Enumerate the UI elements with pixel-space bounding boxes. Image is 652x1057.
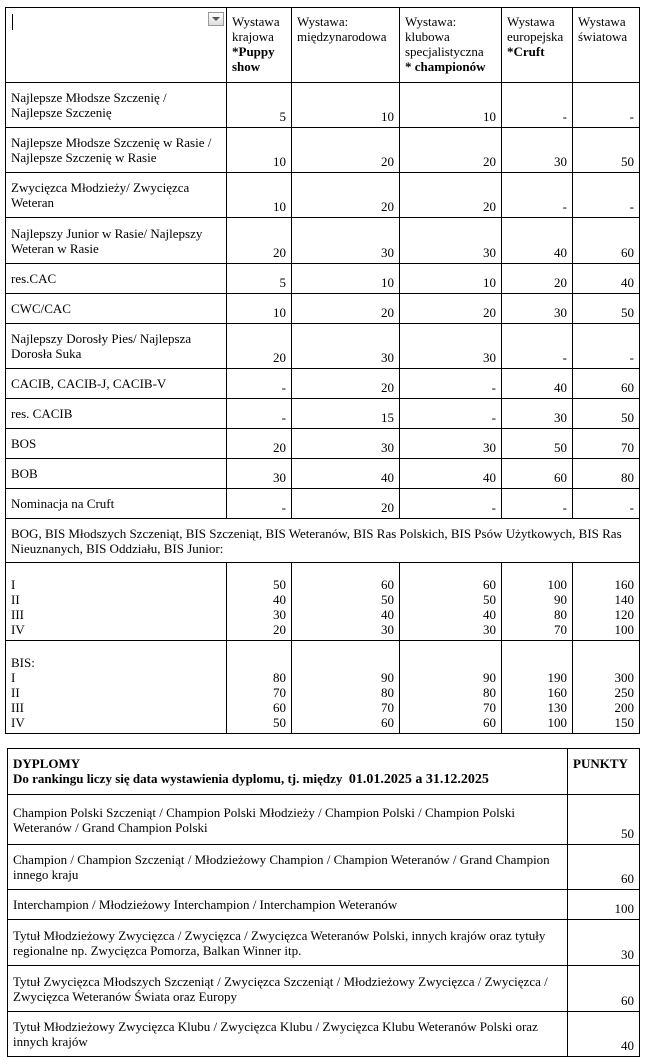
diploma-label: Tytuł Młodzieżowy Zwycięzca / Zwycięzca / Zwycięzca Weteranów Polski, innych krajów oraz tytuły regionalne np. Zwycięzca Pomorza, Balkan Winner itp. — [8, 920, 568, 966]
cell-value: 250 — [614, 685, 634, 700]
place-label: III — [11, 607, 24, 622]
cell-value: 70 — [273, 685, 286, 700]
table-row — [6, 294, 640, 324]
table-row — [6, 83, 640, 128]
table-row — [6, 218, 640, 264]
cell-values — [227, 563, 292, 641]
cell-value: 10 — [292, 83, 400, 128]
diploma-row — [8, 890, 640, 920]
diploma-row — [8, 795, 640, 845]
cell-value: 5 — [227, 264, 292, 294]
cell-values — [400, 641, 502, 734]
table-row — [6, 489, 640, 519]
cell-value: 50 — [483, 592, 496, 607]
place-label: I — [11, 577, 16, 592]
cell-value: 70 — [554, 622, 567, 637]
column-header: Wystawa europejska *Cruft — [502, 8, 573, 83]
diploma-row — [8, 1012, 640, 1057]
cell-value: - — [502, 83, 573, 128]
table-row — [6, 173, 640, 218]
diploma-points: 60 — [568, 966, 640, 1012]
cell-value: 20 — [400, 294, 502, 324]
cell-value: 30 — [502, 128, 573, 173]
points-table — [5, 7, 640, 734]
cell-value: 70 — [483, 700, 496, 715]
diploma-row — [8, 920, 640, 966]
cell-value: 70 — [381, 700, 394, 715]
table-row — [6, 429, 640, 459]
cell-value: 200 — [614, 700, 634, 715]
cell-values — [502, 641, 573, 734]
cell-values — [400, 563, 502, 641]
row-label: BOS — [6, 429, 227, 459]
cell-value: 50 — [502, 429, 573, 459]
row-label: res. CACIB — [6, 399, 227, 429]
cell-value: - — [227, 369, 292, 399]
cell-value: 70 — [573, 429, 640, 459]
cell-value: 10 — [400, 264, 502, 294]
cell-value: 40 — [273, 592, 286, 607]
cell-value: 20 — [292, 294, 400, 324]
cell-value: 20 — [273, 622, 286, 637]
cell-value: - — [227, 399, 292, 429]
cell-value: 30 — [502, 294, 573, 324]
place-labels — [6, 641, 227, 734]
diploma-row — [8, 845, 640, 890]
cell-value: 5 — [227, 83, 292, 128]
column-header: Wystawa światowa — [573, 8, 640, 83]
cell-value: 40 — [573, 264, 640, 294]
cell-value: 20 — [400, 128, 502, 173]
row-label: Zwycięzca Młodzieży/ Zwycięzca Weteran — [6, 173, 227, 218]
place-label: IV — [11, 622, 25, 637]
place-label: IV — [11, 715, 25, 730]
diploma-label: Interchampion / Młodzieżowy Interchampion / Interchampion Weteranów — [8, 890, 568, 920]
cell-value: 30 — [400, 429, 502, 459]
cell-value: 60 — [483, 715, 496, 730]
cell-value: 30 — [400, 218, 502, 264]
diploma-label: Tytuł Zwycięzca Młodszych Szczeniąt / Zwycięzca Szczeniąt / Młodzieżowy Zwycięzca / Zwycięzca / Zwycięzca Weteranów Świata oraz Europy — [8, 966, 568, 1012]
cell-value: 90 — [554, 592, 567, 607]
cell-value: 20 — [292, 173, 400, 218]
row-label: CWC/CAC — [6, 294, 227, 324]
row-label: Najlepszy Junior w Rasie/ Najlepszy Weteran w Rasie — [6, 218, 227, 264]
cell-values — [292, 563, 400, 641]
cell-value: 40 — [502, 369, 573, 399]
diploma-points: 100 — [568, 890, 640, 920]
dropdown-arrow-icon[interactable] — [208, 12, 224, 26]
points-header: PUNKTY — [568, 749, 640, 795]
cell-value: 100 — [614, 622, 634, 637]
cell-value: 20 — [292, 369, 400, 399]
cell-value: - — [502, 489, 573, 519]
bog-label: BOG, BIS Młodszych Szczeniąt, BIS Szczeniąt, BIS Weteranów, BIS Ras Polskich, BIS Psów Użytkowych, BIS Ras Nieuznanych, BIS Oddziału, BIS Junior: — [6, 519, 640, 563]
cell-value: 60 — [573, 369, 640, 399]
cell-value: 130 — [547, 700, 567, 715]
cell-value: - — [400, 489, 502, 519]
cell-values — [292, 641, 400, 734]
cell-value: 20 — [502, 264, 573, 294]
diplomas-header: DYPLOMY Do rankingu liczy się data wystawienia dyplomu, tj. między 01.01.2025 a 31.12.2025 — [8, 749, 568, 795]
cell-value: - — [573, 173, 640, 218]
cell-value: 60 — [273, 700, 286, 715]
diploma-row — [8, 966, 640, 1012]
cell-value: 80 — [381, 685, 394, 700]
cell-value: 30 — [292, 324, 400, 369]
table-row — [6, 128, 640, 173]
cell-value: 50 — [273, 577, 286, 592]
cell-value: 120 — [614, 607, 634, 622]
table-row — [6, 459, 640, 489]
cell-value: 40 — [502, 218, 573, 264]
cell-value: - — [400, 399, 502, 429]
row-label: Nominacja na Cruft — [6, 489, 227, 519]
cell-value: 40 — [483, 607, 496, 622]
cell-value: 40 — [400, 459, 502, 489]
cell-value: 40 — [381, 607, 394, 622]
cell-value: 160 — [547, 685, 567, 700]
column-header: Wystawa krajowa *Puppy show — [227, 8, 292, 83]
diploma-label: Champion Polski Szczeniąt / Champion Polski Młodzieży / Champion Polski / Champion Polski Weteranów / Grand Champion Polski — [8, 795, 568, 845]
table-row — [6, 399, 640, 429]
diplomas-table — [7, 748, 640, 1057]
row-label: Najlepszy Dorosły Pies/ Najlepsza Dorosła Suka — [6, 324, 227, 369]
table-row — [6, 264, 640, 294]
cell-value: 10 — [292, 264, 400, 294]
cell-value: - — [573, 324, 640, 369]
cell-value: - — [502, 324, 573, 369]
cell-value: 50 — [273, 715, 286, 730]
row-label: BOB — [6, 459, 227, 489]
diploma-points: 60 — [568, 845, 640, 890]
cell-value: 20 — [227, 218, 292, 264]
filter-cell[interactable] — [6, 8, 227, 83]
text-cursor — [12, 14, 13, 30]
cell-value: 10 — [400, 83, 502, 128]
row-label: Najlepsze Młodsze Szczenię w Rasie / Najlepsze Szczenię w Rasie — [6, 128, 227, 173]
cell-value: 50 — [573, 399, 640, 429]
cell-value: 50 — [573, 294, 640, 324]
cell-value: 20 — [227, 429, 292, 459]
cell-value: 300 — [614, 670, 634, 685]
cell-value: 100 — [547, 577, 567, 592]
cell-value: - — [573, 83, 640, 128]
cell-value: 10 — [227, 173, 292, 218]
cell-value: - — [573, 489, 640, 519]
place-label: II — [11, 685, 20, 700]
cell-value: 80 — [554, 607, 567, 622]
cell-values — [227, 641, 292, 734]
column-header: Wystawa: klubowa specjalistyczna * championów — [400, 8, 502, 83]
diploma-label: Tytuł Młodzieżowy Zwycięzca Klubu / Zwycięzca Klubu / Zwycięzca Klubu Weteranów Polski oraz innych krajów — [8, 1012, 568, 1057]
place-label: I — [11, 670, 16, 685]
cell-value: 90 — [381, 670, 394, 685]
row-label: CACIB, CACIB-J, CACIB-V — [6, 369, 227, 399]
cell-value: 140 — [614, 592, 634, 607]
cell-value: 20 — [227, 324, 292, 369]
cell-value: - — [227, 489, 292, 519]
cell-value: 30 — [400, 324, 502, 369]
cell-value: 20 — [292, 128, 400, 173]
cell-value: 10 — [227, 128, 292, 173]
column-header: Wystawa: międzynarodowa — [292, 8, 400, 83]
cell-value: 150 — [614, 715, 634, 730]
cell-value: 30 — [273, 607, 286, 622]
cell-values — [502, 563, 573, 641]
cell-value: 190 — [547, 670, 567, 685]
cell-value: 30 — [381, 622, 394, 637]
cell-value: - — [502, 173, 573, 218]
cell-value: 30 — [292, 429, 400, 459]
cell-value: 20 — [400, 173, 502, 218]
cell-value: 50 — [573, 128, 640, 173]
cell-value: - — [400, 369, 502, 399]
table-row — [6, 641, 640, 734]
cell-value: 60 — [483, 577, 496, 592]
table-row — [6, 324, 640, 369]
diploma-label: Champion / Champion Szczeniąt / Młodzieżowy Champion / Champion Weteranów / Grand Champion innego kraju — [8, 845, 568, 890]
cell-value: 15 — [292, 399, 400, 429]
place-label: III — [11, 700, 24, 715]
cell-value: 20 — [292, 489, 400, 519]
cell-value: 90 — [483, 670, 496, 685]
cell-value: 80 — [483, 685, 496, 700]
cell-value: 60 — [502, 459, 573, 489]
cell-value: 30 — [502, 399, 573, 429]
bis-label: BIS: — [11, 655, 35, 670]
cell-value: 60 — [381, 577, 394, 592]
cell-value: 160 — [614, 577, 634, 592]
diploma-points: 50 — [568, 795, 640, 845]
cell-value: 40 — [292, 459, 400, 489]
diploma-points: 30 — [568, 920, 640, 966]
row-label: res.CAC — [6, 264, 227, 294]
cell-value: 100 — [547, 715, 567, 730]
place-label: II — [11, 592, 20, 607]
cell-value: 30 — [483, 622, 496, 637]
cell-value: 60 — [573, 218, 640, 264]
cell-value: 80 — [573, 459, 640, 489]
cell-value: 60 — [381, 715, 394, 730]
cell-value: 10 — [227, 294, 292, 324]
table-row — [6, 563, 640, 641]
cell-value: 30 — [292, 218, 400, 264]
cell-values — [573, 641, 640, 734]
place-labels — [6, 563, 227, 641]
diploma-points: 40 — [568, 1012, 640, 1057]
cell-value: 50 — [381, 592, 394, 607]
cell-value: 30 — [227, 459, 292, 489]
table-row — [6, 369, 640, 399]
row-label: Najlepsze Młodsze Szczenię / Najlepsze Szczenię — [6, 83, 227, 128]
cell-values — [573, 563, 640, 641]
cell-value: 80 — [273, 670, 286, 685]
